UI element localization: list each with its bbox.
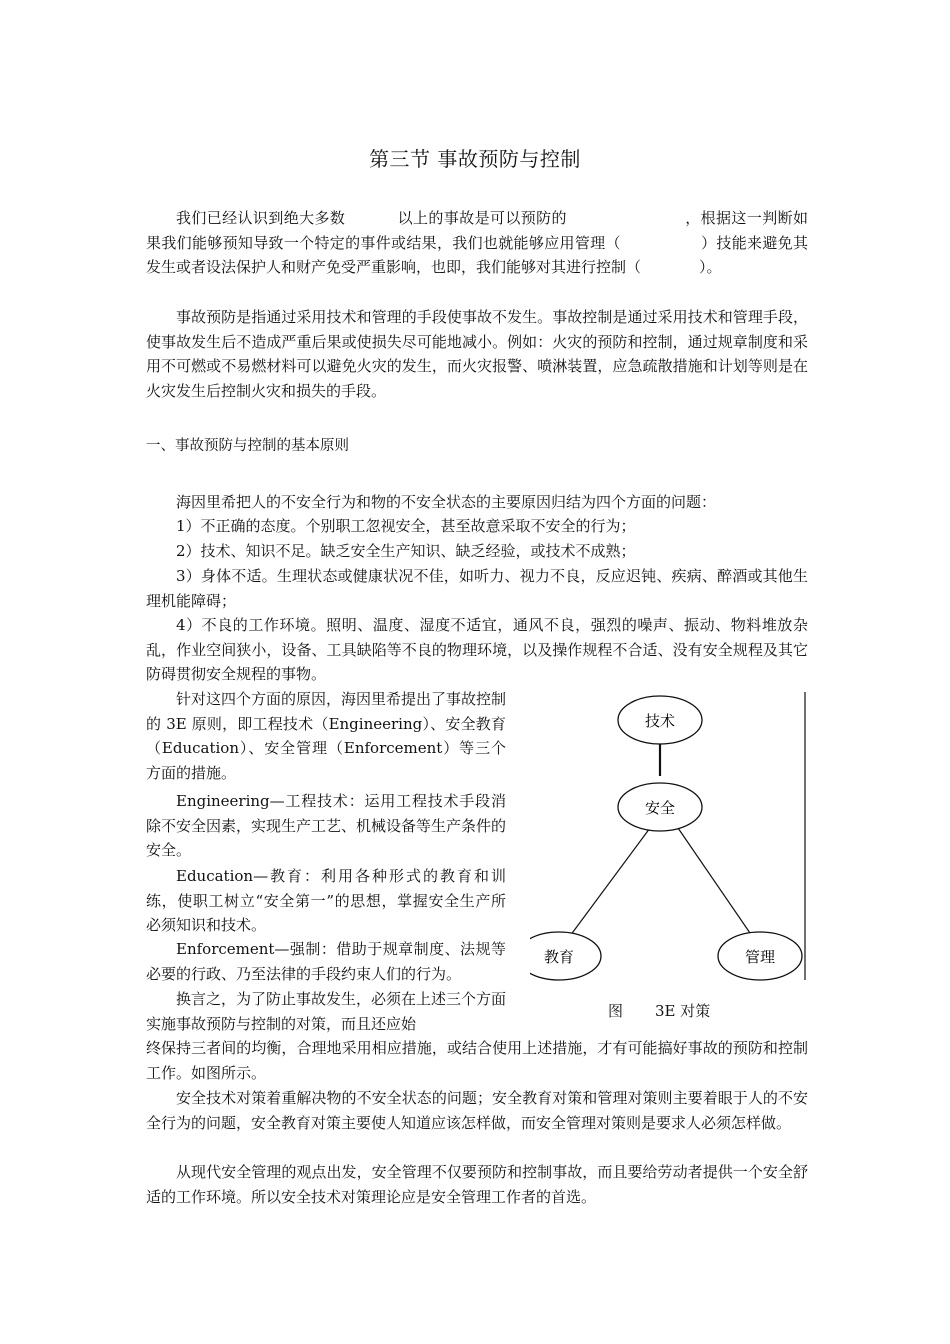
intro-text-4: ）技能来避免其发生或者设法保护人和财产免受严重影响，也即，我们能够对其进行控制（: [146, 233, 808, 276]
link-safety-management: [678, 828, 750, 933]
intro-text-2: 以上的事故是可以预防的: [397, 209, 567, 227]
caption-text: 3E 对策: [655, 1002, 711, 1020]
balance-paragraph-end: 终保持三者间的均衡，合理地采用相应措施，或结合使用上述措施，才有可能搞好事故的预防和控制工作。如图所示。: [146, 1039, 808, 1082]
node-education-label: 教育: [543, 948, 575, 966]
node-tech-label: 技术: [644, 712, 676, 730]
tech-measures-paragraph: 安全技术对策着重解决物的不安全状态的问题；安全教育对策和管理对策则主要着眼于人的不安全行为的问题，安全教育对策主要使人知道应该怎样做，而安全管理对策则是要求人必须怎样做。: [146, 1089, 808, 1132]
definition-paragraph: 事故预防是指通过采用技术和管理的手段使事故不发生。事故控制是通过采用技术和管理手段，使事故发生后不造成严重后果或使损失尽可能地减小。例如：火灾的预防和控制，通过规章制度和采用不可燃或不易燃材料可以避免火灾的发生，而火灾报警、喷淋装置，应急疏散措施和计划等则是在火灾发生后控制火灾和损失的手段。: [146, 308, 808, 400]
enforcement-paragraph: Enforcement—强制：借助于规章制度、法规等必要的行政、乃至法律的手段约束人们的行为。: [146, 940, 506, 983]
heinrich-intro: 海因里希把人的不安全行为和物的不安全状态的主要原因归结为四个方面的问题：: [176, 493, 717, 511]
balance-paragraph-start: 换言之，为了防止事故发生，必须在上述三个方面实施事故预防与控制的对策，而且还应始: [146, 990, 507, 1033]
caption-label: 图: [608, 1002, 624, 1020]
3e-diagram: [530, 688, 820, 1028]
link-safety-education: [570, 828, 650, 936]
cause-item: 1）不正确的态度。个别职工忽视安全，甚至故意采取不安全的行为；: [176, 517, 636, 535]
engineering-paragraph: Engineering—工程技术：运用工程技术手段消除不安全因素，实现生产工艺、机械设备等生产条件的安全。: [146, 792, 507, 859]
intro-paragraph: [146, 206, 808, 280]
section-heading: 一、事故预防与控制的基本原则: [146, 438, 349, 454]
cause-item: 3）身体不适。生理状态或健康状况不佳，如听力、视力不良，反应迟钝、疾病、醉酒或其他生理机能障碍；: [146, 567, 808, 610]
cause-item: 2）技术、知识不足。缺乏安全生产知识、缺乏经验，或技术不成熟；: [176, 542, 636, 560]
node-management-label: 管理: [744, 948, 776, 966]
education-paragraph: Education—教育：利用各种形式的教育和训练，使职工树立“安全第一”的思想，掌握安全生产所必须知识和技术。: [146, 867, 506, 934]
modern-view-paragraph: 从现代安全管理的观点出发，安全管理不仅要预防和控制事故，而且要给劳动者提供一个安全舒适的工作环境。所以安全技术对策理论应是安全管理工作者的首选。: [146, 1163, 808, 1206]
section-title: 第三节 事故预防与控制: [369, 147, 581, 171]
intro-text-5: ）。: [699, 258, 722, 276]
intro-text-3: ，根据这一判断如果我们能够预知导致一个特定的事件或结果，我们也就能够应用管理（: [146, 209, 808, 252]
node-safety-label: 安全: [644, 799, 676, 817]
intro-text-1: 我们已经认识到绝大多数: [176, 209, 346, 227]
cause-item: 4）不良的工作环境。照明、温度、湿度不适宜，通风不良，强烈的噪声、振动、物料堆放杂乱，作业空间狭小，设备、工具缺陷等不良的物理环境，以及操作规程不合适、没有安全规程及其它防碍贯彻安全规程的事物。: [146, 616, 808, 683]
figure-caption: [608, 1000, 710, 1021]
principle-3e-paragraph: 针对这四个方面的原因，海因里希提出了事故控制的 3E 原则，即工程技术（Engineering）、安全教育（Education）、安全管理（Enforcement）等三个方面的措施。: [146, 690, 507, 782]
